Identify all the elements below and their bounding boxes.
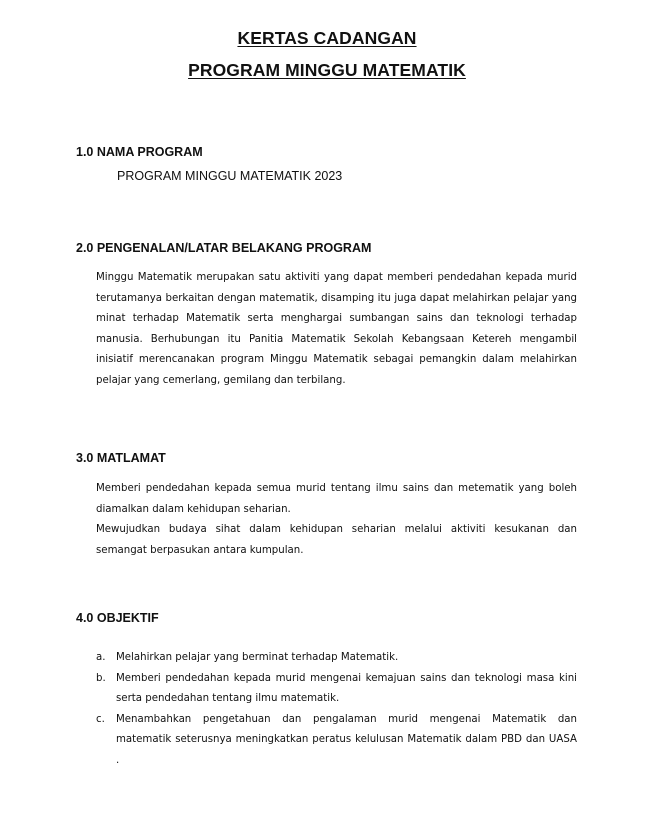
document-title: KERTAS CADANGAN (237, 28, 417, 48)
objektif-item-text: Melahirkan pelajar yang berminat terhadap Matematik. (116, 652, 399, 663)
program-name-value: PROGRAM MINGGU MATEMATIK 2023 (117, 169, 343, 183)
objektif-item-text: Menambahkan pengetahuan dan pengalaman murid mengenai Matematik dan matematik seterusnya meningkatkan peratus kelulusan Matematik dalam PBD dan UASA . (116, 713, 577, 766)
list-marker: c. (96, 713, 105, 725)
objektif-item-a (96, 648, 577, 669)
pengenalan-paragraph: Minggu Matematik merupakan satu aktiviti yang dapat memberi pendedahan kepada murid terutamanya berkaitan dengan matematik, disamping itu juga dapat melahirkan pelajar yang minat terhadap Matematik serta menghargai sumbangan sains dan teknologi terhadap manusia. Berhubungan itu Panitia Matematik Sekolah Kebangsaan Ketereh mengambil inisiatif merencanakan program Minggu Matematik sebagai pemangkin dalam melahirkan pelajar yang cemerlang, gemilang dan terbilang. (96, 272, 577, 386)
section-heading-objektif: 4.0 OBJEKTIF (76, 611, 159, 625)
matlamat-paragraph-2: Mewujudkan budaya sihat dalam kehidupan seharian melalui aktiviti kesukanan dan semangat berpasukan antara kumpulan. (96, 524, 577, 556)
document-subtitle: PROGRAM MINGGU MATEMATIK (188, 60, 466, 80)
objektif-item-text: Memberi pendedahan kepada murid mengenai kemajuan sains dan teknologi masa kini serta pendedahan tentang ilmu matematik. (116, 672, 577, 705)
objektif-item-b (96, 669, 577, 710)
matlamat-paragraph-1: Memberi pendedahan kepada semua murid tentang ilmu sains dan metematik yang boleh diamalkan dalam kehidupan seharian. (96, 483, 577, 515)
objektif-item-c (96, 710, 577, 772)
objektif-list (96, 648, 577, 772)
list-marker: b. (96, 672, 106, 684)
section-heading-matlamat: 3.0 MATLAMAT (76, 451, 166, 465)
list-marker: a. (96, 652, 106, 663)
section-heading-nama-program: 1.0 NAMA PROGRAM (76, 145, 203, 159)
section-heading-pengenalan: 2.0 PENGENALAN/LATAR BELAKANG PROGRAM (76, 241, 372, 255)
